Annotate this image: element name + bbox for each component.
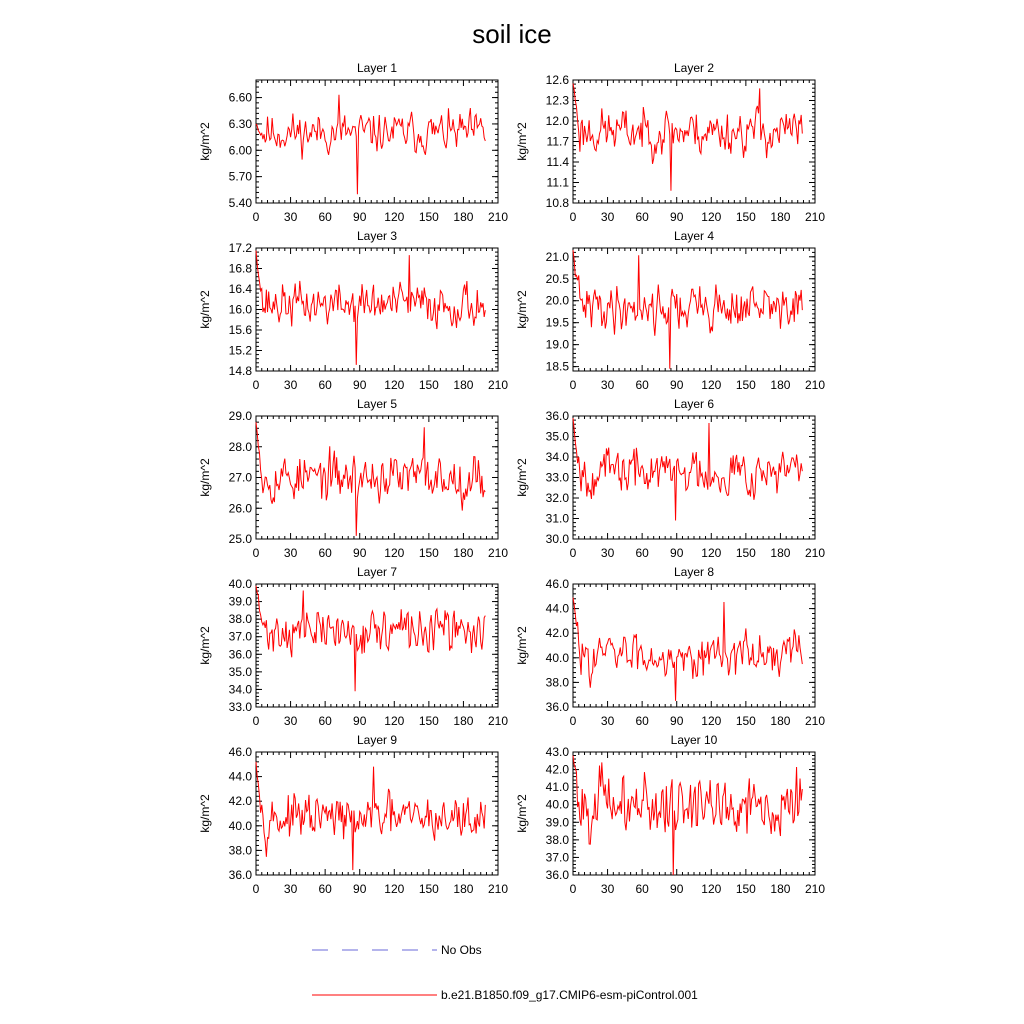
x-tick-label: 210 <box>804 714 826 728</box>
y-tick-label: 19.0 <box>545 337 569 352</box>
y-tick-label: 37.0 <box>545 850 569 865</box>
x-tick-label: 210 <box>487 714 509 728</box>
x-tick-label: 180 <box>770 378 791 392</box>
y-tick-label: 12.3 <box>545 93 569 108</box>
panel-title: Layer 10 <box>670 733 718 747</box>
y-axis-label: kg/m^2 <box>198 794 212 833</box>
x-tick-label: 90 <box>353 882 367 896</box>
y-axis-label: kg/m^2 <box>198 626 212 665</box>
x-tick-label: 150 <box>418 378 439 392</box>
x-tick-label: 120 <box>701 546 722 560</box>
x-tick-label: 180 <box>770 882 791 896</box>
panel-layer-2 <box>515 61 825 224</box>
x-tick-label: 180 <box>770 714 791 728</box>
x-tick-label: 0 <box>569 714 577 728</box>
series-line <box>256 422 485 536</box>
legend-no-obs-label: No Obs <box>441 943 482 957</box>
y-tick-label: 39.0 <box>545 815 569 830</box>
y-tick-label: 36.0 <box>545 409 569 423</box>
plot-frame <box>573 248 815 371</box>
x-tick-label: 210 <box>804 210 826 224</box>
x-tick-label: 210 <box>804 378 826 392</box>
y-tick-label: 6.00 <box>228 143 252 158</box>
y-axis-label: kg/m^2 <box>515 458 529 497</box>
y-tick-label: 5.70 <box>228 169 252 184</box>
x-tick-label: 30 <box>283 210 298 224</box>
series-line <box>573 83 802 190</box>
panel-title: Layer 1 <box>356 61 398 75</box>
x-tick-label: 90 <box>670 882 684 896</box>
y-tick-label: 38.0 <box>545 832 569 847</box>
x-tick-label: 120 <box>384 714 405 728</box>
x-tick-label: 60 <box>635 546 649 560</box>
x-tick-label: 30 <box>283 714 298 728</box>
y-axis-label: kg/m^2 <box>515 626 529 665</box>
x-tick-label: 210 <box>804 882 826 896</box>
y-tick-label: 27.0 <box>228 470 252 485</box>
y-tick-label: 5.40 <box>228 196 252 210</box>
x-tick-label: 60 <box>318 882 332 896</box>
y-tick-label: 42.0 <box>545 762 569 777</box>
y-tick-label: 18.5 <box>545 359 569 374</box>
y-tick-label: 20.0 <box>545 293 569 308</box>
x-tick-label: 90 <box>353 210 367 224</box>
y-tick-label: 20.5 <box>545 271 569 286</box>
y-tick-label: 44.0 <box>545 601 569 616</box>
x-tick-label: 120 <box>384 210 405 224</box>
x-tick-label: 60 <box>635 714 649 728</box>
y-tick-label: 10.8 <box>545 196 569 210</box>
x-tick-label: 210 <box>487 210 509 224</box>
y-tick-label: 40.0 <box>228 818 252 833</box>
panel-layer-9 <box>198 733 508 896</box>
panel-title: Layer 2 <box>673 61 715 75</box>
y-axis-label: kg/m^2 <box>198 458 212 497</box>
x-tick-label: 180 <box>453 546 474 560</box>
x-tick-label: 120 <box>384 378 405 392</box>
panel-title: Layer 6 <box>673 397 715 411</box>
series-line <box>256 762 485 870</box>
y-tick-label: 37.0 <box>228 629 252 644</box>
y-tick-label: 12.6 <box>545 73 569 87</box>
y-tick-label: 33.0 <box>545 470 569 485</box>
y-tick-label: 17.2 <box>228 241 252 255</box>
y-tick-label: 36.0 <box>228 647 252 662</box>
x-tick-label: 150 <box>735 378 756 392</box>
y-tick-label: 36.0 <box>545 700 569 714</box>
y-tick-label: 29.0 <box>228 409 252 423</box>
x-tick-label: 90 <box>670 546 684 560</box>
x-tick-label: 30 <box>600 882 615 896</box>
y-tick-label: 11.4 <box>546 155 569 169</box>
x-tick-label: 180 <box>453 378 474 392</box>
y-tick-label: 32.0 <box>545 491 569 505</box>
x-tick-label: 120 <box>384 882 405 896</box>
x-tick-label: 60 <box>635 882 649 896</box>
y-tick-label: 43.0 <box>545 745 569 759</box>
x-tick-label: 150 <box>735 714 756 728</box>
x-tick-label: 0 <box>252 882 260 896</box>
y-tick-label: 25.0 <box>228 532 252 546</box>
panel-layer-1 <box>198 61 508 224</box>
x-tick-label: 120 <box>384 546 405 560</box>
x-tick-label: 60 <box>318 210 332 224</box>
x-tick-label: 150 <box>418 882 439 896</box>
series-line <box>573 756 802 875</box>
series-line <box>256 95 485 194</box>
y-tick-label: 31.0 <box>545 511 569 526</box>
x-tick-label: 30 <box>283 882 298 896</box>
x-tick-label: 30 <box>283 378 298 392</box>
y-tick-label: 46.0 <box>228 745 252 759</box>
y-tick-label: 34.0 <box>228 682 252 697</box>
x-tick-label: 150 <box>418 210 439 224</box>
y-tick-label: 44.0 <box>228 769 252 784</box>
y-tick-label: 16.4 <box>228 282 252 296</box>
y-axis-label: kg/m^2 <box>198 122 212 161</box>
y-tick-label: 35.0 <box>545 429 569 444</box>
x-tick-label: 90 <box>670 378 684 392</box>
x-tick-label: 30 <box>600 378 615 392</box>
y-tick-label: 12.0 <box>545 114 569 128</box>
x-tick-label: 60 <box>318 378 332 392</box>
y-tick-label: 30.0 <box>545 532 569 546</box>
y-tick-label: 35.0 <box>228 664 252 679</box>
series-line <box>573 250 802 369</box>
x-tick-label: 120 <box>701 378 722 392</box>
panel-grid <box>198 61 825 896</box>
x-tick-label: 210 <box>487 378 509 392</box>
x-tick-label: 60 <box>635 210 649 224</box>
x-tick-label: 90 <box>353 714 367 728</box>
x-tick-label: 90 <box>353 378 367 392</box>
y-tick-label: 46.0 <box>545 577 569 591</box>
y-tick-label: 36.0 <box>228 868 252 882</box>
x-tick-label: 0 <box>569 378 577 392</box>
x-tick-label: 150 <box>418 546 439 560</box>
x-tick-label: 30 <box>283 546 298 560</box>
y-tick-label: 16.8 <box>228 261 252 276</box>
x-tick-label: 150 <box>735 546 756 560</box>
x-tick-label: 180 <box>453 210 474 224</box>
y-tick-label: 41.0 <box>545 780 569 795</box>
series-line <box>573 418 802 521</box>
panel-title: Layer 8 <box>673 565 715 579</box>
y-tick-label: 14.8 <box>228 364 252 378</box>
x-tick-label: 30 <box>600 546 615 560</box>
y-tick-label: 40.0 <box>545 650 569 665</box>
plot-frame <box>256 80 498 203</box>
panel-title: Layer 5 <box>356 397 398 411</box>
x-tick-label: 0 <box>252 378 260 392</box>
x-tick-label: 60 <box>318 714 332 728</box>
series-line <box>256 586 485 691</box>
x-tick-label: 150 <box>418 714 439 728</box>
panel-layer-7 <box>198 565 508 728</box>
y-tick-label: 38.0 <box>545 675 569 690</box>
y-axis-label: kg/m^2 <box>515 794 529 833</box>
x-tick-label: 120 <box>701 714 722 728</box>
y-tick-label: 26.0 <box>228 501 252 516</box>
x-tick-label: 90 <box>670 210 684 224</box>
x-tick-label: 60 <box>318 546 332 560</box>
panel-title: Layer 4 <box>673 229 715 243</box>
x-tick-label: 150 <box>735 210 756 224</box>
panel-layer-5 <box>198 397 508 560</box>
x-tick-label: 180 <box>453 714 474 728</box>
panel-title: Layer 3 <box>356 229 398 243</box>
y-tick-label: 33.0 <box>228 700 252 714</box>
x-tick-label: 210 <box>487 882 509 896</box>
x-tick-label: 90 <box>670 714 684 728</box>
y-tick-label: 28.0 <box>228 439 252 454</box>
y-tick-label: 19.5 <box>545 315 569 330</box>
y-tick-label: 15.6 <box>228 323 252 337</box>
panel-layer-8 <box>515 565 825 728</box>
y-axis-label: kg/m^2 <box>515 290 529 329</box>
x-tick-label: 180 <box>770 210 791 224</box>
x-tick-label: 0 <box>569 882 577 896</box>
panel-layer-3 <box>198 229 508 392</box>
series-line <box>573 598 802 701</box>
x-tick-label: 180 <box>770 546 791 560</box>
panel-title: Layer 7 <box>356 565 398 579</box>
y-tick-label: 40.0 <box>228 577 252 591</box>
x-tick-label: 60 <box>635 378 649 392</box>
x-tick-label: 210 <box>487 546 509 560</box>
y-tick-label: 11.1 <box>546 175 569 190</box>
plot-frame <box>573 584 815 707</box>
y-tick-label: 38.0 <box>228 612 252 627</box>
y-tick-label: 16.0 <box>228 302 252 317</box>
y-tick-label: 36.0 <box>545 868 569 882</box>
plot-frame <box>573 752 815 875</box>
x-tick-label: 90 <box>353 546 367 560</box>
x-tick-label: 180 <box>453 882 474 896</box>
legend <box>312 943 698 1002</box>
y-tick-label: 6.30 <box>228 116 252 131</box>
x-tick-label: 120 <box>701 882 722 896</box>
y-tick-label: 11.7 <box>546 134 569 149</box>
panel-layer-10 <box>515 733 825 896</box>
panel-layer-6 <box>515 397 825 560</box>
y-axis-label: kg/m^2 <box>198 290 212 329</box>
x-tick-label: 0 <box>252 714 260 728</box>
x-tick-label: 120 <box>701 210 722 224</box>
x-tick-label: 30 <box>600 210 615 224</box>
y-tick-label: 42.0 <box>545 626 569 641</box>
panel-title: Layer 9 <box>356 733 398 747</box>
y-tick-label: 6.60 <box>228 90 252 105</box>
legend-model-label: b.e21.B1850.f09_g17.CMIP6-esm-piControl.001 <box>441 988 698 1002</box>
x-tick-label: 150 <box>735 882 756 896</box>
figure-title: soil ice <box>472 19 552 49</box>
x-tick-label: 30 <box>600 714 615 728</box>
y-tick-label: 34.0 <box>545 450 569 464</box>
x-tick-label: 0 <box>569 210 577 224</box>
y-tick-label: 40.0 <box>545 797 569 812</box>
series-line <box>256 251 485 365</box>
x-tick-label: 0 <box>252 210 260 224</box>
y-tick-label: 39.0 <box>228 594 252 609</box>
y-tick-label: 42.0 <box>228 794 252 809</box>
panel-layer-4 <box>515 229 825 392</box>
y-tick-label: 15.2 <box>228 343 252 358</box>
y-axis-label: kg/m^2 <box>515 122 529 161</box>
x-tick-label: 0 <box>252 546 260 560</box>
x-tick-label: 0 <box>569 546 577 560</box>
y-tick-label: 38.0 <box>228 843 252 858</box>
x-tick-label: 210 <box>804 546 826 560</box>
y-tick-label: 21.0 <box>545 249 569 264</box>
